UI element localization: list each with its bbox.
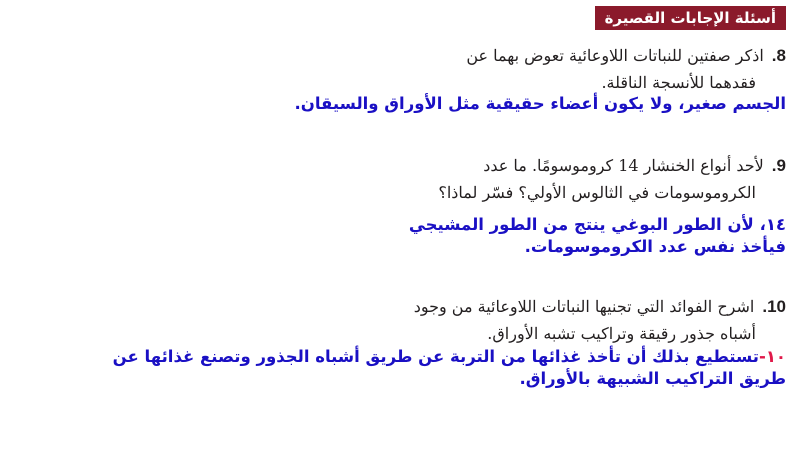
question-text-line2: فقدهما للأنسجة الناقلة.: [601, 73, 756, 92]
question-10: [356, 293, 786, 347]
answer-prefix: ١٠-: [758, 347, 786, 366]
question-8: [356, 42, 786, 96]
question-number: 8.: [771, 46, 786, 65]
question-number: 10.: [762, 297, 786, 316]
question-text-line2: الكروموسومات في الثالوس الأولي؟ فسّر لماذا؟: [438, 183, 756, 202]
question-text-line1: اذكر صفتين للنباتات اللاوعائية تعوض بهما عن: [466, 46, 764, 65]
question-text-line2: أشباه جذور رقيقة وتراكيب تشبه الأوراق.: [487, 324, 756, 343]
answer-text: الجسم صغير، ولا يكون أعضاء حقيقية مثل الأوراق والسيقان.: [294, 94, 786, 113]
section-title: أسئلة الإجابات القصيرة: [595, 6, 786, 30]
answer-8: [146, 93, 786, 115]
answer-10: [66, 346, 786, 390]
answer-text: تستطيع بذلك أن تأخذ غذائها من التربة عن طريق أشباه الجذور وتصنع غذائها عن طريق التراكيب الشبيهة بالأوراق.: [112, 347, 786, 388]
question-text-line1: اشرح الفوائد التي تجنيها النباتات اللاوعائية من وجود: [413, 297, 755, 316]
question-9: [356, 152, 786, 206]
answer-9: [366, 214, 786, 258]
question-number: 9.: [771, 156, 786, 175]
answer-text: ١٤، لأن الطور البوغي ينتج من الطور المشيجي فيأخذ نفس عدد الكروموسومات.: [408, 215, 786, 256]
question-text-line1: لأحد أنواع الخنشار 14 كروموسومًا. ما عدد: [483, 156, 764, 175]
